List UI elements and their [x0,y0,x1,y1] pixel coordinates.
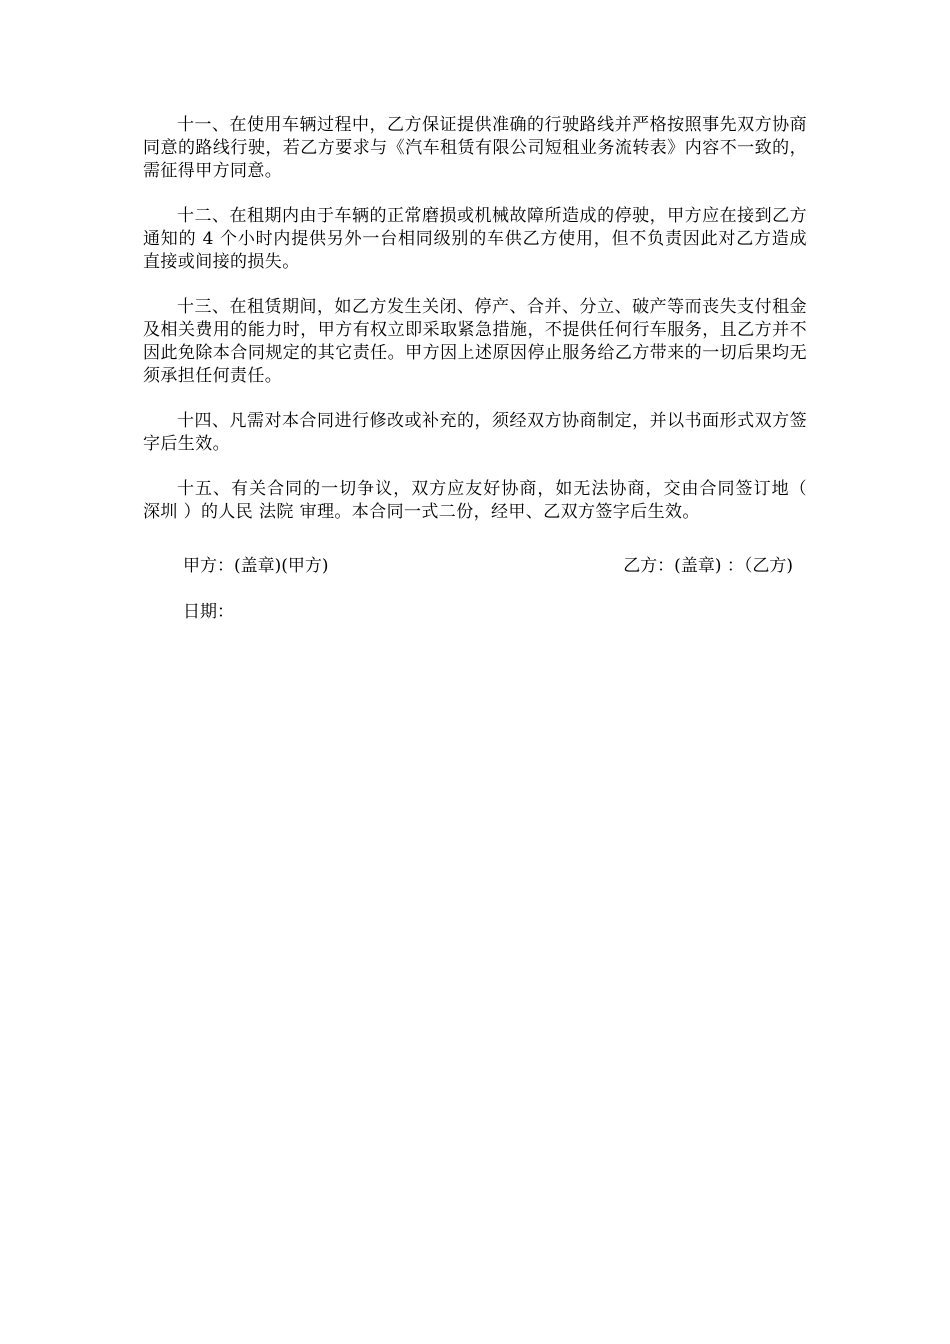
clause-15: 十五、有关合同的一切争议，双方应友好协商，如无法协商，交由合同签订地（ 深圳 ）的人民 法院 审理。本合同一式二份，经甲、乙双方签字后生效。 [143,479,807,522]
clause-11: 十一、在使用车辆过程中，乙方保证提供准确的行驶路线并严格按照事先双方协商同意的路线行驶，若乙方要求与《汽车租赁有限公司短租业务流转表》内容不一致的，需征得甲方同意。 [143,115,807,181]
clause-12: 十二、在租期内由于车辆的正常磨损或机械故障所造成的停驶，甲方应在接到乙方通知的 4 个小时内提供另外一台相同级别的车供乙方使用，但不负责因此对乙方造成直接或间接的损失。 [143,206,807,272]
party-b-signature: 乙方：(盖章) ：（乙方) [623,556,793,576]
contract-body [143,114,807,546]
clause-13: 十三、在租赁期间，如乙方发生关闭、停产、合并、分立、破产等而丧失支付租金及相关费用的能力时，甲方有权立即采取紧急措施，不提供任何行车服务，且乙方并不因此免除本合同规定的其它责任。甲方因上述原因停止服务给乙方带来的一切后果均无须承担任何责任。 [143,297,807,386]
party-a-signature: 甲方：(盖章)(甲方) [183,556,329,576]
date-label: 日期： [183,602,234,622]
clause-14: 十四、凡需对本合同进行修改或补充的，须经双方协商制定，并以书面形式双方签字后生效。 [143,411,807,454]
